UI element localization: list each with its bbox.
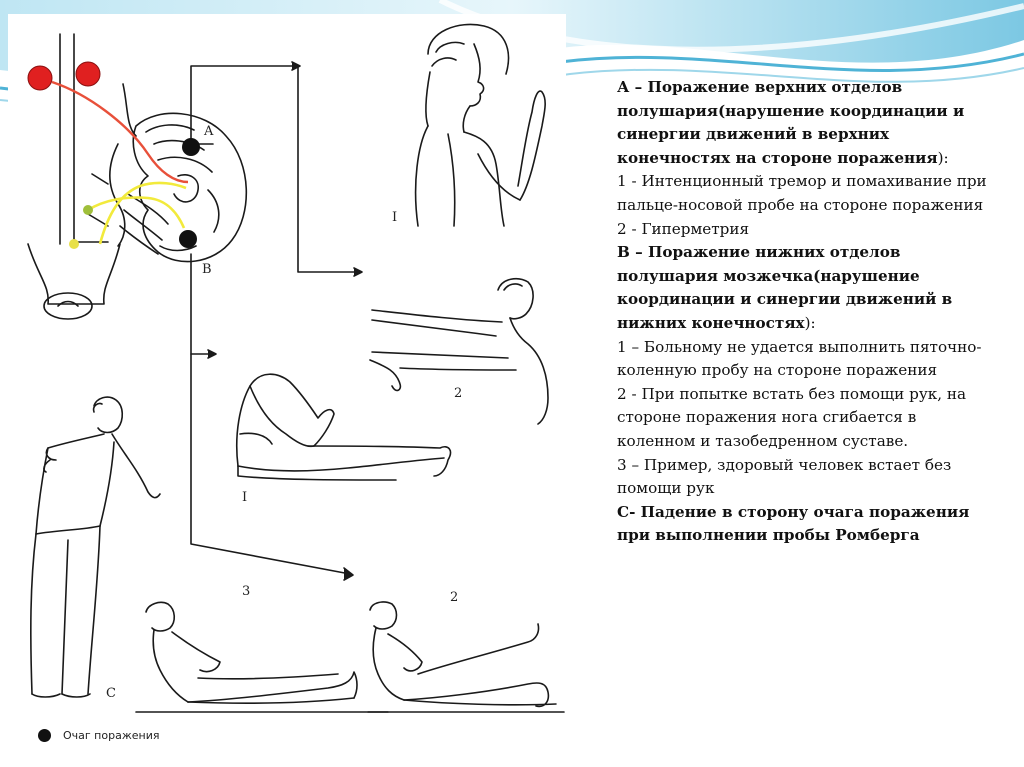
legend [38, 729, 159, 742]
section-b-item-2: 2 - При попытке встать без помощи рук, на стороне поражения нога сгибается в коленном и тазобедренном суставе. [617, 384, 967, 450]
figure-situp-lesion [368, 602, 564, 712]
connector-arrows [191, 62, 362, 580]
tract-red [52, 82, 188, 182]
figure-romberg-fall [31, 397, 160, 697]
lesion-focus-icon [38, 729, 51, 742]
description-text [617, 76, 995, 548]
figure-situp-healthy [136, 602, 388, 712]
figure-finger-nose-test [416, 24, 546, 226]
label-b-1: I [242, 490, 248, 505]
section-b-heading-text: В – Поражение нижних отделов полушария мозжечка(нарушение координации и синергии движений в нижних конечностях [617, 243, 953, 332]
label-a-2: 2 [454, 386, 463, 401]
lesion-black-b [179, 230, 197, 248]
lesion-red-left [28, 66, 52, 90]
label-b: B [202, 262, 212, 277]
section-c-heading: С- Падение в сторону очага поражения при выполнении пробы Ромберга [617, 502, 970, 545]
lesion-red-right [76, 62, 100, 86]
lesion-black-a [182, 138, 200, 156]
cerebellar-illustrations [8, 14, 566, 759]
section-b-heading-tail: ): [804, 313, 816, 332]
section-a-item-2: 2 - Гиперметрия [617, 219, 750, 238]
figure-heel-knee-test [237, 374, 451, 480]
section-a-heading-tail: ): [937, 148, 949, 167]
figure-arm-extension-test [370, 279, 548, 424]
label-b-2: 2 [450, 590, 459, 605]
label-b-3: 3 [242, 584, 251, 599]
section-b-item-1: 1 – Больному не удается выполнить пяточно-коленную пробу на стороне поражения [617, 337, 982, 380]
section-b-item-3: 3 – Пример, здоровый человек встает без помощи рук [617, 455, 952, 498]
section-b-heading [617, 241, 995, 335]
label-a: A [204, 124, 214, 139]
section-a-heading-text: А – Поражение верхних отделов полушария(нарушение координации и синергии движений в верхних конечностях на стороне поражения [617, 78, 965, 167]
label-c: C [106, 686, 116, 701]
illustration-panel [8, 14, 566, 759]
label-a-1: I [392, 210, 398, 225]
section-a-item-1: 1 - Интенционный тремор и помахивание при пальце-носовой пробе на стороне поражения [617, 172, 987, 214]
section-a-heading [617, 76, 995, 170]
legend-label: Очаг поражения [63, 729, 160, 742]
